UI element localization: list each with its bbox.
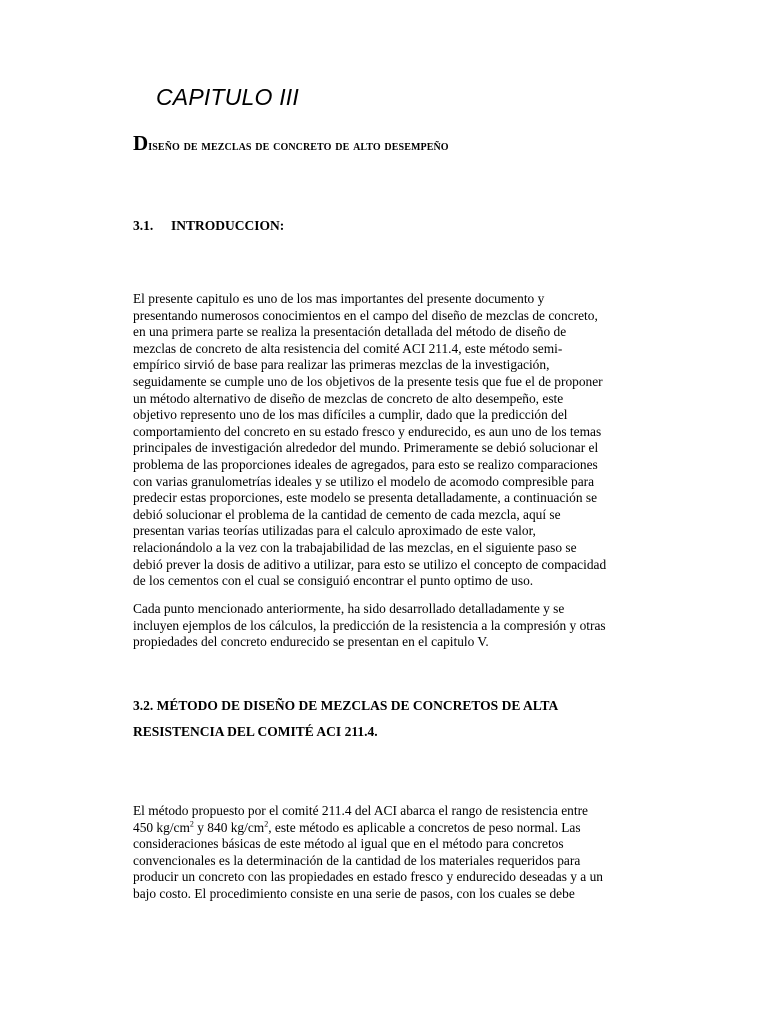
paragraph-summary	[133, 601, 638, 651]
section-title: INTRODUCCION:	[171, 218, 285, 233]
paragraph-line: predecir estas proporciones, este modelo se presenta detalladamente, a continuación se	[133, 490, 598, 506]
text-segment: , este método es aplicable a concretos de peso normal. Las	[268, 819, 581, 835]
paragraph-line: con varias granulometrías ideales y se utilizo el modelo de acomodo compresible para	[133, 473, 595, 489]
paragraph-line: debió prever la dosis de aditivo a utilizar, para esto se utilizo el concepto de compacidad	[133, 556, 607, 572]
paragraph-line: producir un concreto con las propiedades en estado fresco y endurecido deseadas y a un	[133, 869, 603, 885]
paragraph-line: El método propuesto por el comité 211.4 del ACI abarca el rango de resistencia entre	[133, 803, 588, 818]
section-heading-3-2-line1: 3.2. MÉTODO DE DISEÑO DE MEZCLAS DE CONCRETOS DE ALTA	[133, 698, 559, 713]
paragraph-line: propiedades del concreto endurecido se presentan en el capitulo V.	[133, 634, 489, 650]
paragraph-line: El presente capitulo es uno de los mas importantes del presente documento y	[133, 291, 545, 306]
paragraph-line: bajo costo. El procedimiento consiste en una serie de pasos, con los cuales se debe	[133, 885, 575, 901]
chapter-title	[133, 131, 449, 156]
paragraph-line: principales de investigación alrededor del mundo. Primeramente se debió solucionar el	[133, 440, 599, 456]
paragraph-line: mezclas de concreto de alta resistencia del comité ACI 211.4, este método semi-	[133, 340, 563, 356]
paragraph-introduction	[133, 291, 638, 590]
section-number: 3.1.	[133, 218, 154, 233]
paragraph-line: Cada punto mencionado anteriormente, ha sido desarrollado detalladamente y se	[133, 601, 565, 616]
text-segment: y 840 kg/cm	[193, 819, 265, 835]
paragraph-line: incluyen ejemplos de los cálculos, la predicción de la resistencia a la compresión y otras	[133, 617, 606, 633]
paragraph-line: comportamiento del concreto en su estado fresco y endurecido, es aun uno de los temas	[133, 423, 602, 439]
section-heading-3-2-line2: RESISTENCIA DEL COMITÉ ACI 211.4.	[133, 724, 378, 739]
section-heading-3-1	[133, 218, 284, 234]
paragraph-line-units	[133, 820, 638, 837]
paragraph-line: presentan varias teorías utilizadas para el calculo aproximado de este valor,	[133, 523, 536, 539]
paragraph-line: relacionándolo a la vez con la trabajabilidad de las mezclas, en el siguiente paso se	[133, 539, 577, 555]
paragraph-line: seguidamente se cumple uno de los objetivos de la presente tesis que fue el de proponer	[133, 373, 603, 389]
paragraph-line: en una primera parte se realiza la presentación detallada del método de diseño de	[133, 324, 567, 340]
paragraph-line: empírico sirvió de base para realizar las primeras mezclas de la investigación,	[133, 357, 550, 373]
paragraph-line: un método alternativo de diseño de mezclas de concreto de alto desempeño, este	[133, 390, 564, 406]
paragraph-line: presentando numerosos conocimientos en el campo del diseño de mezclas de concreto,	[133, 307, 598, 323]
paragraph-line: debió solucionar el problema de la cantidad de cemento de cada mezcla, aquí se	[133, 506, 561, 522]
text-segment: 450 kg/cm	[133, 819, 190, 835]
paragraph-line: problema de las proporciones ideales de agregados, para esto se realizo comparaciones	[133, 456, 598, 472]
paragraph-line: objetivo represento uno de los mas difíciles a cumplir, dado que la predicción del	[133, 407, 568, 423]
superscript: 2	[264, 819, 269, 829]
paragraph-aci-method	[133, 803, 638, 903]
title-rest: iseño de mezclas de concreto de alto desempeño	[148, 138, 449, 154]
paragraph-line: de los cementos con el cual se consiguió encontrar el punto optimo de uso.	[133, 573, 534, 589]
title-initial: D	[133, 131, 149, 155]
paragraph-line: convencionales es la determinación de la cantidad de los materiales requeridos para	[133, 852, 581, 868]
chapter-heading: CAPITULO III	[156, 84, 299, 110]
paragraph-line: consideraciones básicas de este método al igual que en el método para concretos	[133, 836, 564, 852]
superscript: 2	[189, 819, 194, 829]
